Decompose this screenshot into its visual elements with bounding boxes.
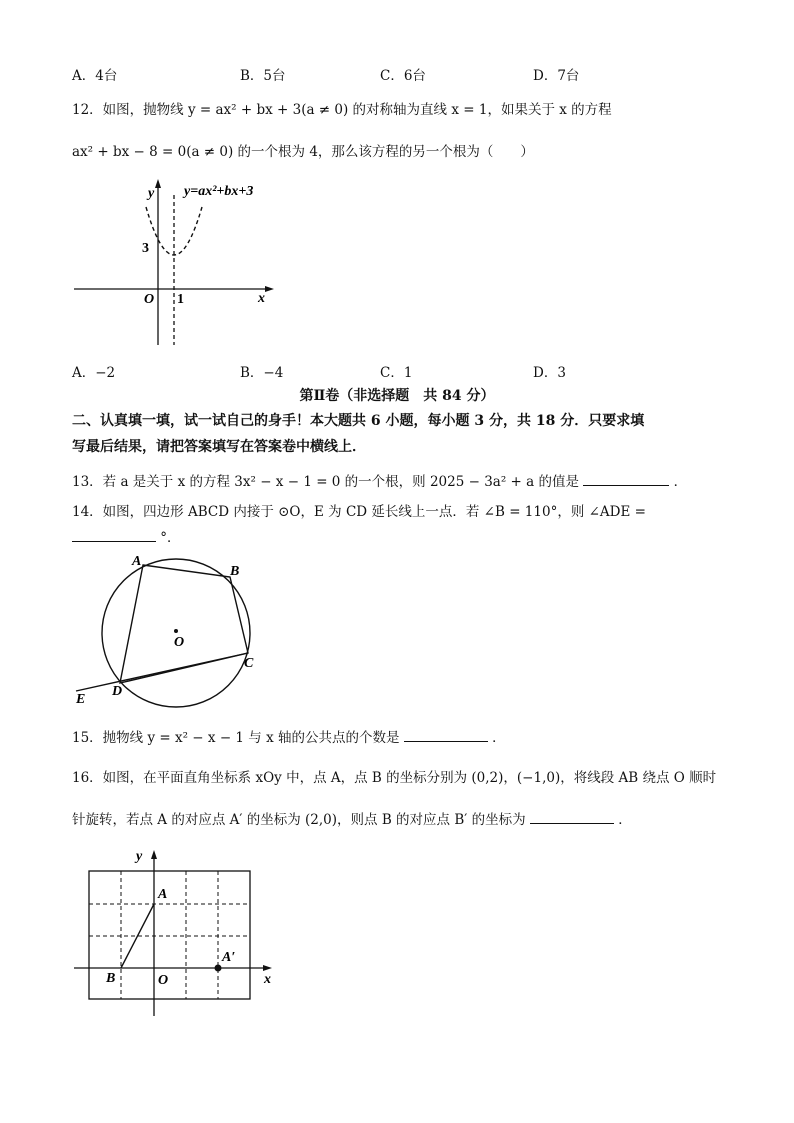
q13-question [72, 470, 687, 490]
q16-fig-label-b: B [106, 971, 116, 986]
q11-option-c: C．6台 [380, 68, 426, 84]
q16-grid-figure [70, 846, 285, 1024]
q13-text: 13．若 a 是关于 x 的方程 3x² − x − 1 = 0 的一个根，则 2025 − 3a² + a 的值是 [72, 474, 580, 490]
q12-fig-tick-label: 1 [177, 292, 184, 307]
q15-end: ． [492, 730, 506, 746]
q16-answer-blank[interactable] [530, 809, 614, 824]
q16-end: ． [618, 812, 632, 828]
part2-title: 第Ⅱ卷（非选择题 共 84 分） [299, 388, 495, 404]
q14-stem-line1: 14．如图，四边形 ABCD 内接于 ⊙O，E 为 CD 延长线上一点．若 ∠B = 110°，则 ∠ADE = [72, 504, 646, 520]
q14-fig-label-e: E [76, 692, 86, 707]
point-a-prime [215, 965, 222, 972]
q11-option-b: B．5台 [240, 68, 286, 84]
q12-option-b: B．−4 [240, 365, 284, 381]
q11-option-a: A．4台 [72, 68, 118, 84]
q14-fig-label-b: B [230, 564, 240, 579]
q12-parabola-figure [70, 175, 280, 355]
q16-fig-x-label: x [264, 972, 271, 987]
q14-fig-label-d: D [112, 684, 123, 699]
q14-answer-line [72, 526, 181, 546]
q14-fig-label-o: O [174, 635, 185, 650]
q13-end: ． [673, 474, 688, 490]
q14-end: °． [160, 530, 181, 546]
q12-stem-line1: 12．如图，抛物线 y = ax² + bx + 3(a ≠ 0) 的对称轴为直线 x = 1，如果关于 x 的方程 [72, 102, 612, 118]
q16-stem-line2 [72, 808, 632, 828]
q16-fig-label-o: O [158, 973, 169, 988]
center-point [174, 629, 178, 633]
q12-fig-curve-label: y=ax²+bx+3 [184, 184, 254, 199]
q14-fig-label-a: A [132, 554, 142, 569]
q12-stem-line2: ax² + bx − 8 = 0(a ≠ 0) 的一个根为 4，那么该方程的另一个根为（ ） [72, 144, 534, 160]
quadrilateral-abcd [120, 565, 248, 683]
q12-fig-x-label: x [258, 291, 265, 306]
q16-stem-line1: 16．如图，在平面直角坐标系 xOy 中，点 A，点 B 的坐标分别为 (0,2)，(−1,0)，将线段 AB 绕点 O 顺时 [72, 770, 717, 786]
q12-fig-y-label: y [148, 186, 155, 201]
q12-fig-origin-label: O [144, 292, 155, 307]
q14-answer-blank[interactable] [72, 527, 156, 542]
q12-option-a: A．−2 [72, 365, 116, 381]
q14-fig-label-c: C [244, 656, 254, 671]
q13-answer-blank[interactable] [583, 471, 669, 486]
q12-option-d: D．3 [533, 365, 566, 381]
line-cd-extended [76, 653, 248, 691]
q14-circle-figure [70, 548, 270, 710]
q15-question [72, 726, 506, 746]
q12-fig-intercept-label: 3 [142, 241, 149, 256]
q16-fig-label-a-prime: A′ [222, 950, 236, 965]
q16-fig-label-a: A [158, 887, 168, 902]
q11-option-d: D．7台 [533, 68, 580, 84]
q16-fig-y-label: y [136, 849, 143, 864]
q16-text: 针旋转，若点 A 的对应点 A′ 的坐标为 (2,0)，则点 B 的对应点 B′ 的坐标为 [72, 812, 526, 828]
section2-instructions-line2: 写最后结果，请把答案填写在答案卷中横线上． [72, 439, 366, 455]
section2-instructions-line1: 二、认真填一填，试一试自己的身手！本大题共 6 小题，每小题 3 分，共 18 分．只要求填 [72, 413, 645, 429]
q15-text: 15．抛物线 y = x² − x − 1 与 x 轴的公共点的个数是 [72, 730, 400, 746]
q12-option-c: C．1 [380, 365, 413, 381]
q15-answer-blank[interactable] [404, 727, 488, 742]
